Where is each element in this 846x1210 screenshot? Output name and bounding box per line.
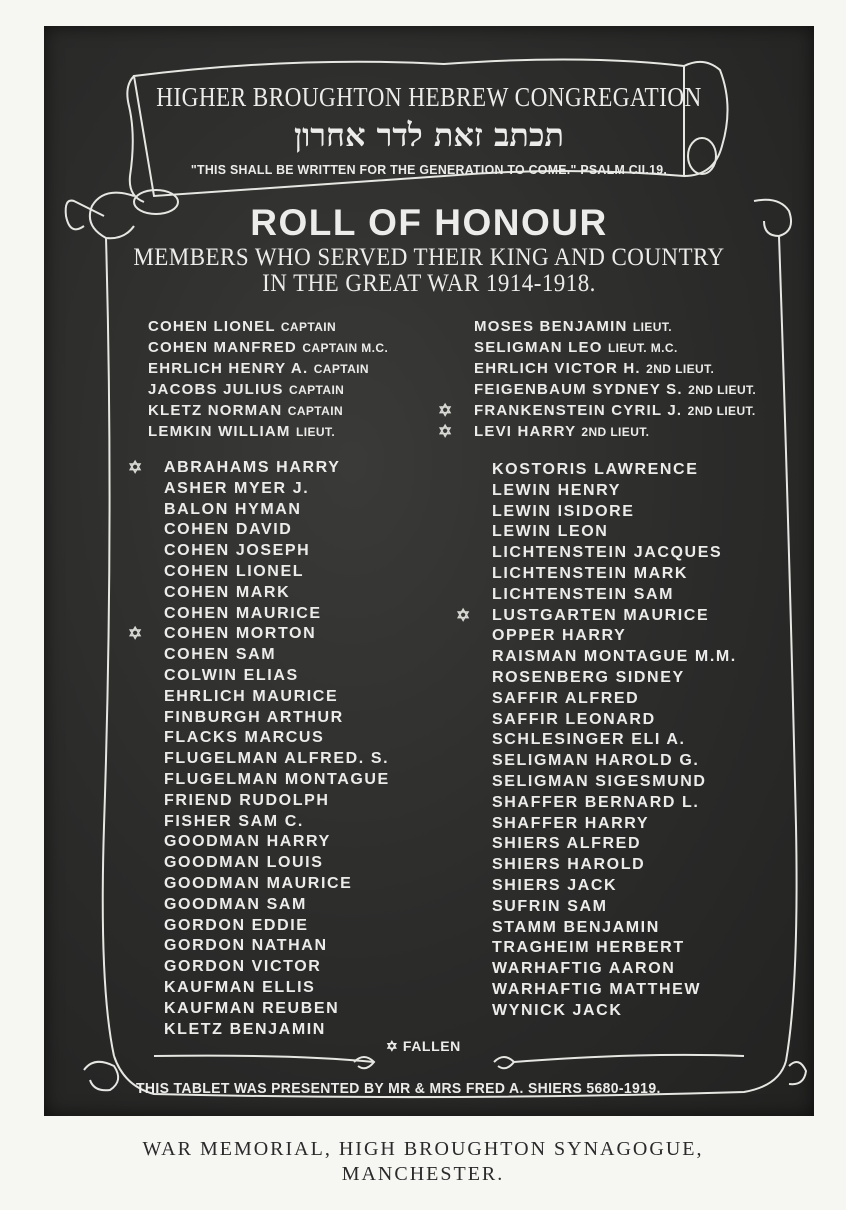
- member-entry: [492, 834, 737, 855]
- officer-entry: [438, 421, 756, 442]
- serviceman-name: TRAGHEIM HERBERT: [492, 939, 685, 957]
- member-entry: [164, 520, 390, 541]
- serviceman-name: LUSTGARTEN MAURICE: [492, 606, 710, 624]
- serviceman-name: BALON HYMAN: [164, 500, 302, 518]
- member-entry: [164, 957, 390, 978]
- member-entry: [492, 564, 737, 585]
- serviceman-name: GOODMAN HARRY: [164, 833, 331, 851]
- serviceman-name: EHRLICH HENRY A.: [148, 360, 309, 377]
- officers-left-column: [148, 316, 388, 442]
- member-entry: [164, 978, 390, 999]
- serviceman-name: SHIERS HAROLD: [492, 856, 646, 874]
- member-entry: [164, 770, 390, 791]
- member-entry: [492, 460, 737, 481]
- member-entry: [164, 895, 390, 916]
- fallen-legend-label: FALLEN: [402, 1038, 461, 1054]
- star-of-david-icon: ✡: [438, 401, 454, 420]
- star-of-david-icon: ✡: [128, 458, 144, 477]
- serviceman-name: COHEN LIONEL: [148, 318, 276, 335]
- serviceman-name: STAMM BENJAMIN: [492, 918, 660, 936]
- member-entry: [492, 855, 737, 876]
- member-entry: [164, 853, 390, 874]
- serviceman-name: COHEN DAVID: [164, 521, 293, 539]
- serviceman-name: LEWIN LEON: [492, 523, 609, 541]
- member-entry: [456, 605, 737, 627]
- serviceman-name: COHEN LIONEL: [164, 562, 305, 580]
- member-entry: [492, 980, 737, 1001]
- member-entry: [164, 728, 390, 749]
- military-rank: 2ND LIEUT.: [646, 362, 715, 376]
- memorial-plaque: [44, 26, 814, 1116]
- military-rank: LIEUT.: [295, 425, 336, 439]
- serviceman-name: KOSTORIS LAWRENCE: [492, 461, 699, 478]
- member-entry: [492, 938, 737, 959]
- member-entry: [164, 645, 390, 666]
- serviceman-name: SELIGMAN SIGESMUND: [492, 772, 707, 790]
- military-rank: 2ND LIEUT.: [581, 425, 650, 439]
- member-entry: [492, 481, 737, 502]
- military-rank: CAPTAIN: [313, 362, 369, 376]
- serviceman-name: FLACKS MARCUS: [164, 729, 325, 747]
- serviceman-name: SHIERS JACK: [492, 876, 618, 894]
- subtitle-line-2: IN THE GREAT WAR 1914-1918.: [262, 270, 596, 297]
- military-rank: CAPTAIN: [287, 404, 344, 418]
- member-entry: [492, 668, 737, 689]
- member-entry: [164, 541, 390, 562]
- donor-inscription: THIS TABLET WAS PRESENTED BY MR & MRS FRED A. SHIERS 5680-1919.: [136, 1080, 661, 1097]
- serviceman-name: GOODMAN MAURICE: [164, 874, 353, 892]
- member-entry: [492, 689, 737, 710]
- officer-entry: [148, 337, 388, 358]
- photo-caption-line-1: WAR MEMORIAL, HIGH BROUGHTON SYNAGOGUE,: [142, 1138, 704, 1160]
- military-rank: CAPTAIN M.C.: [302, 341, 389, 355]
- serviceman-name: WYNICK JACK: [492, 1001, 623, 1019]
- military-rank: CAPTAIN: [289, 383, 345, 397]
- member-entry: [492, 959, 737, 980]
- serviceman-name: EHRLICH VICTOR H.: [474, 360, 641, 377]
- photo-caption-line-2: MANCHESTER.: [341, 1163, 505, 1185]
- member-entry: [164, 749, 390, 770]
- member-entry: [492, 647, 737, 668]
- officer-entry: [438, 400, 756, 421]
- officer-entry: [148, 358, 388, 379]
- serviceman-name: JACOBS JULIUS: [148, 381, 284, 398]
- member-entry: [492, 502, 737, 523]
- serviceman-name: LEMKIN WILLIAM: [148, 423, 291, 440]
- star-of-david-icon: ✡: [438, 422, 454, 441]
- serviceman-name: ABRAHAMS HARRY: [164, 459, 341, 476]
- members-right-column: [456, 460, 737, 1022]
- member-entry: [164, 479, 390, 500]
- member-entry: [164, 687, 390, 708]
- officer-entry: [474, 337, 756, 358]
- member-entry: [164, 562, 390, 583]
- serviceman-name: SHIERS ALFRED: [492, 835, 642, 853]
- serviceman-name: FEIGENBAUM SYDNEY S.: [474, 381, 683, 398]
- serviceman-name: COHEN MORTON: [164, 625, 317, 643]
- psalm-quote: "THIS SHALL BE WRITTEN FOR THE GENERATION TO COME." PSALM CII.19.: [190, 162, 668, 177]
- officer-entry: [474, 379, 756, 400]
- serviceman-name: LICHTENSTEIN SAM: [492, 585, 675, 603]
- military-rank: CAPTAIN: [280, 320, 337, 334]
- serviceman-name: SELIGMAN HAROLD G.: [492, 752, 700, 770]
- serviceman-name: FRIEND RUDOLPH: [164, 791, 330, 809]
- star-of-david-icon: ✡: [456, 605, 472, 625]
- serviceman-name: SHAFFER HARRY: [492, 814, 650, 832]
- hebrew-inscription: תכתב זאת לדר אחרון: [293, 116, 565, 154]
- member-entry: [492, 918, 737, 939]
- officer-entry: [148, 379, 388, 400]
- member-entry: [164, 832, 390, 853]
- roll-of-honour-title: ROLL OF HONOUR: [250, 202, 608, 243]
- member-entry: [164, 812, 390, 833]
- member-entry: [164, 916, 390, 937]
- serviceman-name: LEVI HARRY: [474, 423, 577, 440]
- military-rank: 2ND LIEUT.: [688, 383, 757, 397]
- officers-right-column: [438, 316, 757, 442]
- member-entry: [164, 708, 390, 729]
- member-entry: [164, 500, 390, 521]
- serviceman-name: SELIGMAN LEO: [474, 339, 603, 356]
- serviceman-name: ROSENBERG SIDNEY: [492, 668, 685, 686]
- military-rank: LIEUT. M.C.: [607, 341, 678, 355]
- officer-entry: [148, 421, 388, 442]
- military-rank: 2ND LIEUT.: [687, 404, 756, 418]
- member-entry: [164, 936, 390, 957]
- member-entry: [164, 874, 390, 895]
- congregation-heading: HIGHER BROUGHTON HEBREW CONGREGATION: [156, 82, 702, 112]
- serviceman-name: ASHER MYER J.: [164, 479, 310, 497]
- serviceman-name: GOODMAN SAM: [164, 895, 307, 913]
- serviceman-name: LEWIN ISIDORE: [492, 502, 635, 520]
- serviceman-name: OPPER HARRY: [492, 627, 627, 645]
- member-entry: [128, 458, 390, 479]
- member-entry: [492, 897, 737, 918]
- member-entry: [128, 624, 390, 645]
- serviceman-name: COHEN JOSEPH: [164, 542, 311, 560]
- member-entry: [492, 876, 737, 897]
- serviceman-name: FLUGELMAN MONTAGUE: [164, 770, 390, 788]
- serviceman-name: SCHLESINGER ELI A.: [492, 731, 686, 749]
- fallen-legend: [386, 1038, 461, 1055]
- serviceman-name: KAUFMAN REUBEN: [164, 999, 340, 1017]
- officer-entry: [148, 400, 388, 421]
- members-left-column: [128, 458, 390, 1040]
- serviceman-name: SHAFFER BERNARD L.: [492, 793, 700, 811]
- serviceman-name: SAFFIR LEONARD: [492, 710, 656, 728]
- serviceman-name: COHEN SAM: [164, 646, 277, 664]
- officer-entry: [148, 316, 388, 337]
- serviceman-name: COHEN MANFRED: [148, 339, 297, 356]
- star-of-david-icon: ✡: [128, 624, 144, 644]
- serviceman-name: EHRLICH MAURICE: [164, 687, 339, 705]
- serviceman-name: LEWIN HENRY: [492, 481, 622, 499]
- member-entry: [164, 791, 390, 812]
- serviceman-name: RAISMAN MONTAGUE M.M.: [492, 648, 737, 666]
- member-entry: [492, 751, 737, 772]
- serviceman-name: WARHAFTIG AARON: [492, 960, 676, 978]
- serviceman-name: GORDON VICTOR: [164, 958, 322, 976]
- member-entry: [164, 666, 390, 687]
- member-entry: [492, 793, 737, 814]
- serviceman-name: COLWIN ELIAS: [164, 666, 299, 684]
- member-entry: [164, 1020, 390, 1041]
- serviceman-name: KLETZ NORMAN: [148, 402, 283, 419]
- serviceman-name: COHEN MARK: [164, 583, 291, 601]
- subtitle-line-1: MEMBERS WHO SERVED THEIR KING AND COUNTRY: [133, 244, 725, 271]
- star-of-david-icon: ✡: [386, 1038, 399, 1054]
- member-entry: [164, 583, 390, 604]
- member-entry: [492, 585, 737, 606]
- serviceman-name: GORDON EDDIE: [164, 916, 309, 934]
- serviceman-name: LICHTENSTEIN MARK: [492, 564, 689, 582]
- member-entry: [492, 772, 737, 793]
- member-entry: [492, 710, 737, 731]
- serviceman-name: KAUFMAN ELLIS: [164, 978, 316, 996]
- member-entry: [492, 1001, 737, 1022]
- serviceman-name: WARHAFTIG MATTHEW: [492, 980, 702, 998]
- member-entry: [164, 604, 390, 625]
- military-rank: LIEUT.: [632, 320, 672, 334]
- member-entry: [492, 543, 737, 564]
- serviceman-name: COHEN MAURICE: [164, 604, 322, 622]
- member-entry: [164, 999, 390, 1020]
- serviceman-name: GOODMAN LOUIS: [164, 854, 324, 872]
- serviceman-name: MOSES BENJAMIN: [474, 318, 628, 335]
- serviceman-name: FRANKENSTEIN CYRIL J.: [474, 402, 683, 419]
- officer-entry: [474, 316, 756, 337]
- serviceman-name: FLUGELMAN ALFRED. S.: [164, 750, 390, 768]
- serviceman-name: GORDON NATHAN: [164, 937, 328, 955]
- serviceman-name: KLETZ BENJAMIN: [164, 1020, 326, 1038]
- member-entry: [492, 522, 737, 543]
- serviceman-name: SAFFIR ALFRED: [492, 689, 640, 707]
- member-entry: [492, 814, 737, 835]
- serviceman-name: LICHTENSTEIN JACQUES: [492, 544, 723, 562]
- member-entry: [492, 626, 737, 647]
- serviceman-name: FINBURGH ARTHUR: [164, 708, 344, 726]
- member-entry: [492, 730, 737, 751]
- officer-entry: [474, 358, 756, 379]
- serviceman-name: FISHER SAM C.: [164, 812, 304, 830]
- serviceman-name: SUFRIN SAM: [492, 897, 608, 915]
